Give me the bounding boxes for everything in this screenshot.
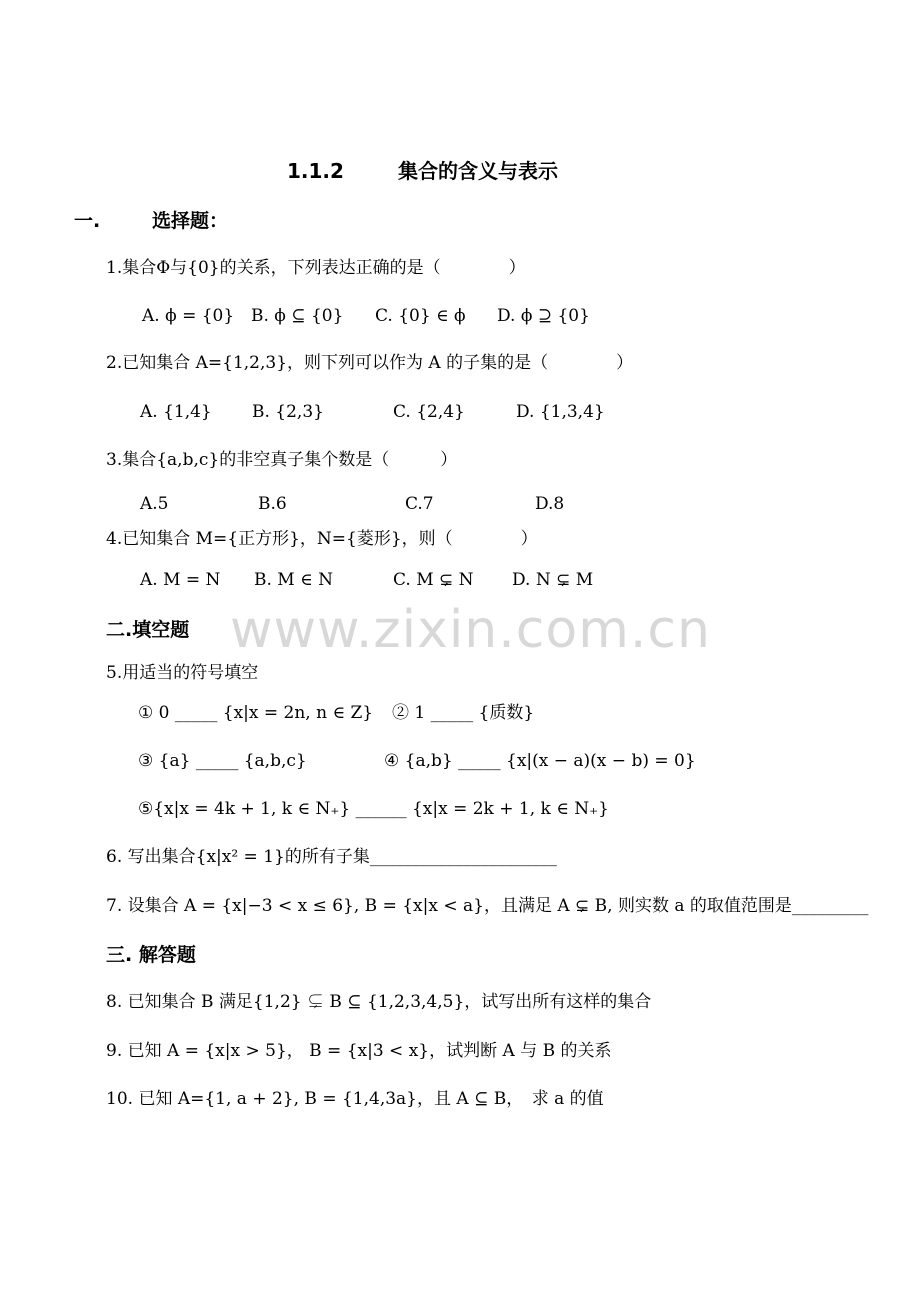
question-8: 8. 已知集合 B 满足{1,2} ⊊ B ⊆ {1,2,3,4,5}，试写出所有这样的集合	[106, 992, 652, 1012]
q4-option-d: D. N ⊊ M	[512, 570, 594, 590]
question-4: 4.已知集合 M={正方形}，N={菱形}，则（ ）	[106, 529, 538, 549]
page-title: 集合的含义与表示	[398, 159, 558, 183]
question-7: 7. 设集合 A = {x|−3 < x ≤ 6}, B = {x|x < a}，且满足 A ⊊ B, 则实数 a 的取值范围是_________	[106, 896, 869, 916]
question-9: 9. 已知 A = {x|x > 5}， B = {x|3 < x}，试判断 A 与 B 的关系	[106, 1041, 612, 1061]
q5-item-4: ④ {a,b} _____ {x|(x − a)(x − b) = 0}	[384, 751, 696, 771]
q5-item-3: ③ {a} _____ {a,b,c}	[138, 751, 307, 771]
q2-option-c: C. {2,4}	[393, 402, 465, 422]
watermark: www.zixin.com.cn	[230, 600, 711, 660]
question-10: 10. 已知 A={1, a + 2}, B = {1,4,3a}，且 A ⊆ B， 求 a 的值	[106, 1089, 604, 1109]
q3-option-b: B.6	[258, 494, 287, 514]
title-number: 1.1.2	[287, 159, 344, 183]
section-1-number: 一.	[74, 210, 101, 232]
question-1: 1.集合Φ与{0}的关系，下列表达正确的是（ ）	[106, 258, 526, 278]
q2-option-d: D. {1,3,4}	[516, 402, 605, 422]
q2-option-a: A. {1,4}	[140, 402, 212, 422]
q4-option-b: B. M ∈ N	[254, 570, 333, 590]
q2-option-b: B. {2,3}	[252, 402, 324, 422]
section-3-heading: 三. 解答题	[106, 944, 196, 966]
q1-option-d: D. ϕ ⊇ {0}	[497, 306, 590, 326]
question-3: 3.集合{a,b,c}的非空真子集个数是（ ）	[106, 450, 458, 470]
q4-option-c: C. M ⊊ N	[393, 570, 474, 590]
q3-option-c: C.7	[405, 494, 434, 514]
q4-option-a: A. M = N	[140, 570, 221, 590]
question-6: 6. 写出集合{x|x² = 1}的所有子集______________________	[106, 847, 557, 867]
q1-option-a: A. ϕ = {0}	[142, 306, 235, 326]
q3-option-a: A.5	[140, 494, 169, 514]
question-2: 2.已知集合 A={1,2,3}，则下列可以作为 A 的子集的是（ ）	[106, 353, 634, 373]
q5-item-5: ⑤{x|x = 4k + 1, k ∈ N₊} ______ {x|x = 2k + 1, k ∈ N₊}	[138, 799, 609, 819]
q1-option-b: B. ϕ ⊆ {0}	[251, 306, 344, 326]
q5-item-2: ② 1 _____ {质数}	[392, 703, 535, 723]
section-1-label: 选择题：	[152, 210, 229, 232]
q5-item-1: ① 0 _____ {x|x = 2n, n ∈ Z}	[138, 703, 374, 723]
question-5: 5.用适当的符号填空	[106, 663, 259, 683]
section-2-heading: 二.填空题	[106, 619, 190, 641]
q1-option-c: C. {0} ∈ ϕ	[375, 306, 466, 326]
q3-option-d: D.8	[535, 494, 565, 514]
